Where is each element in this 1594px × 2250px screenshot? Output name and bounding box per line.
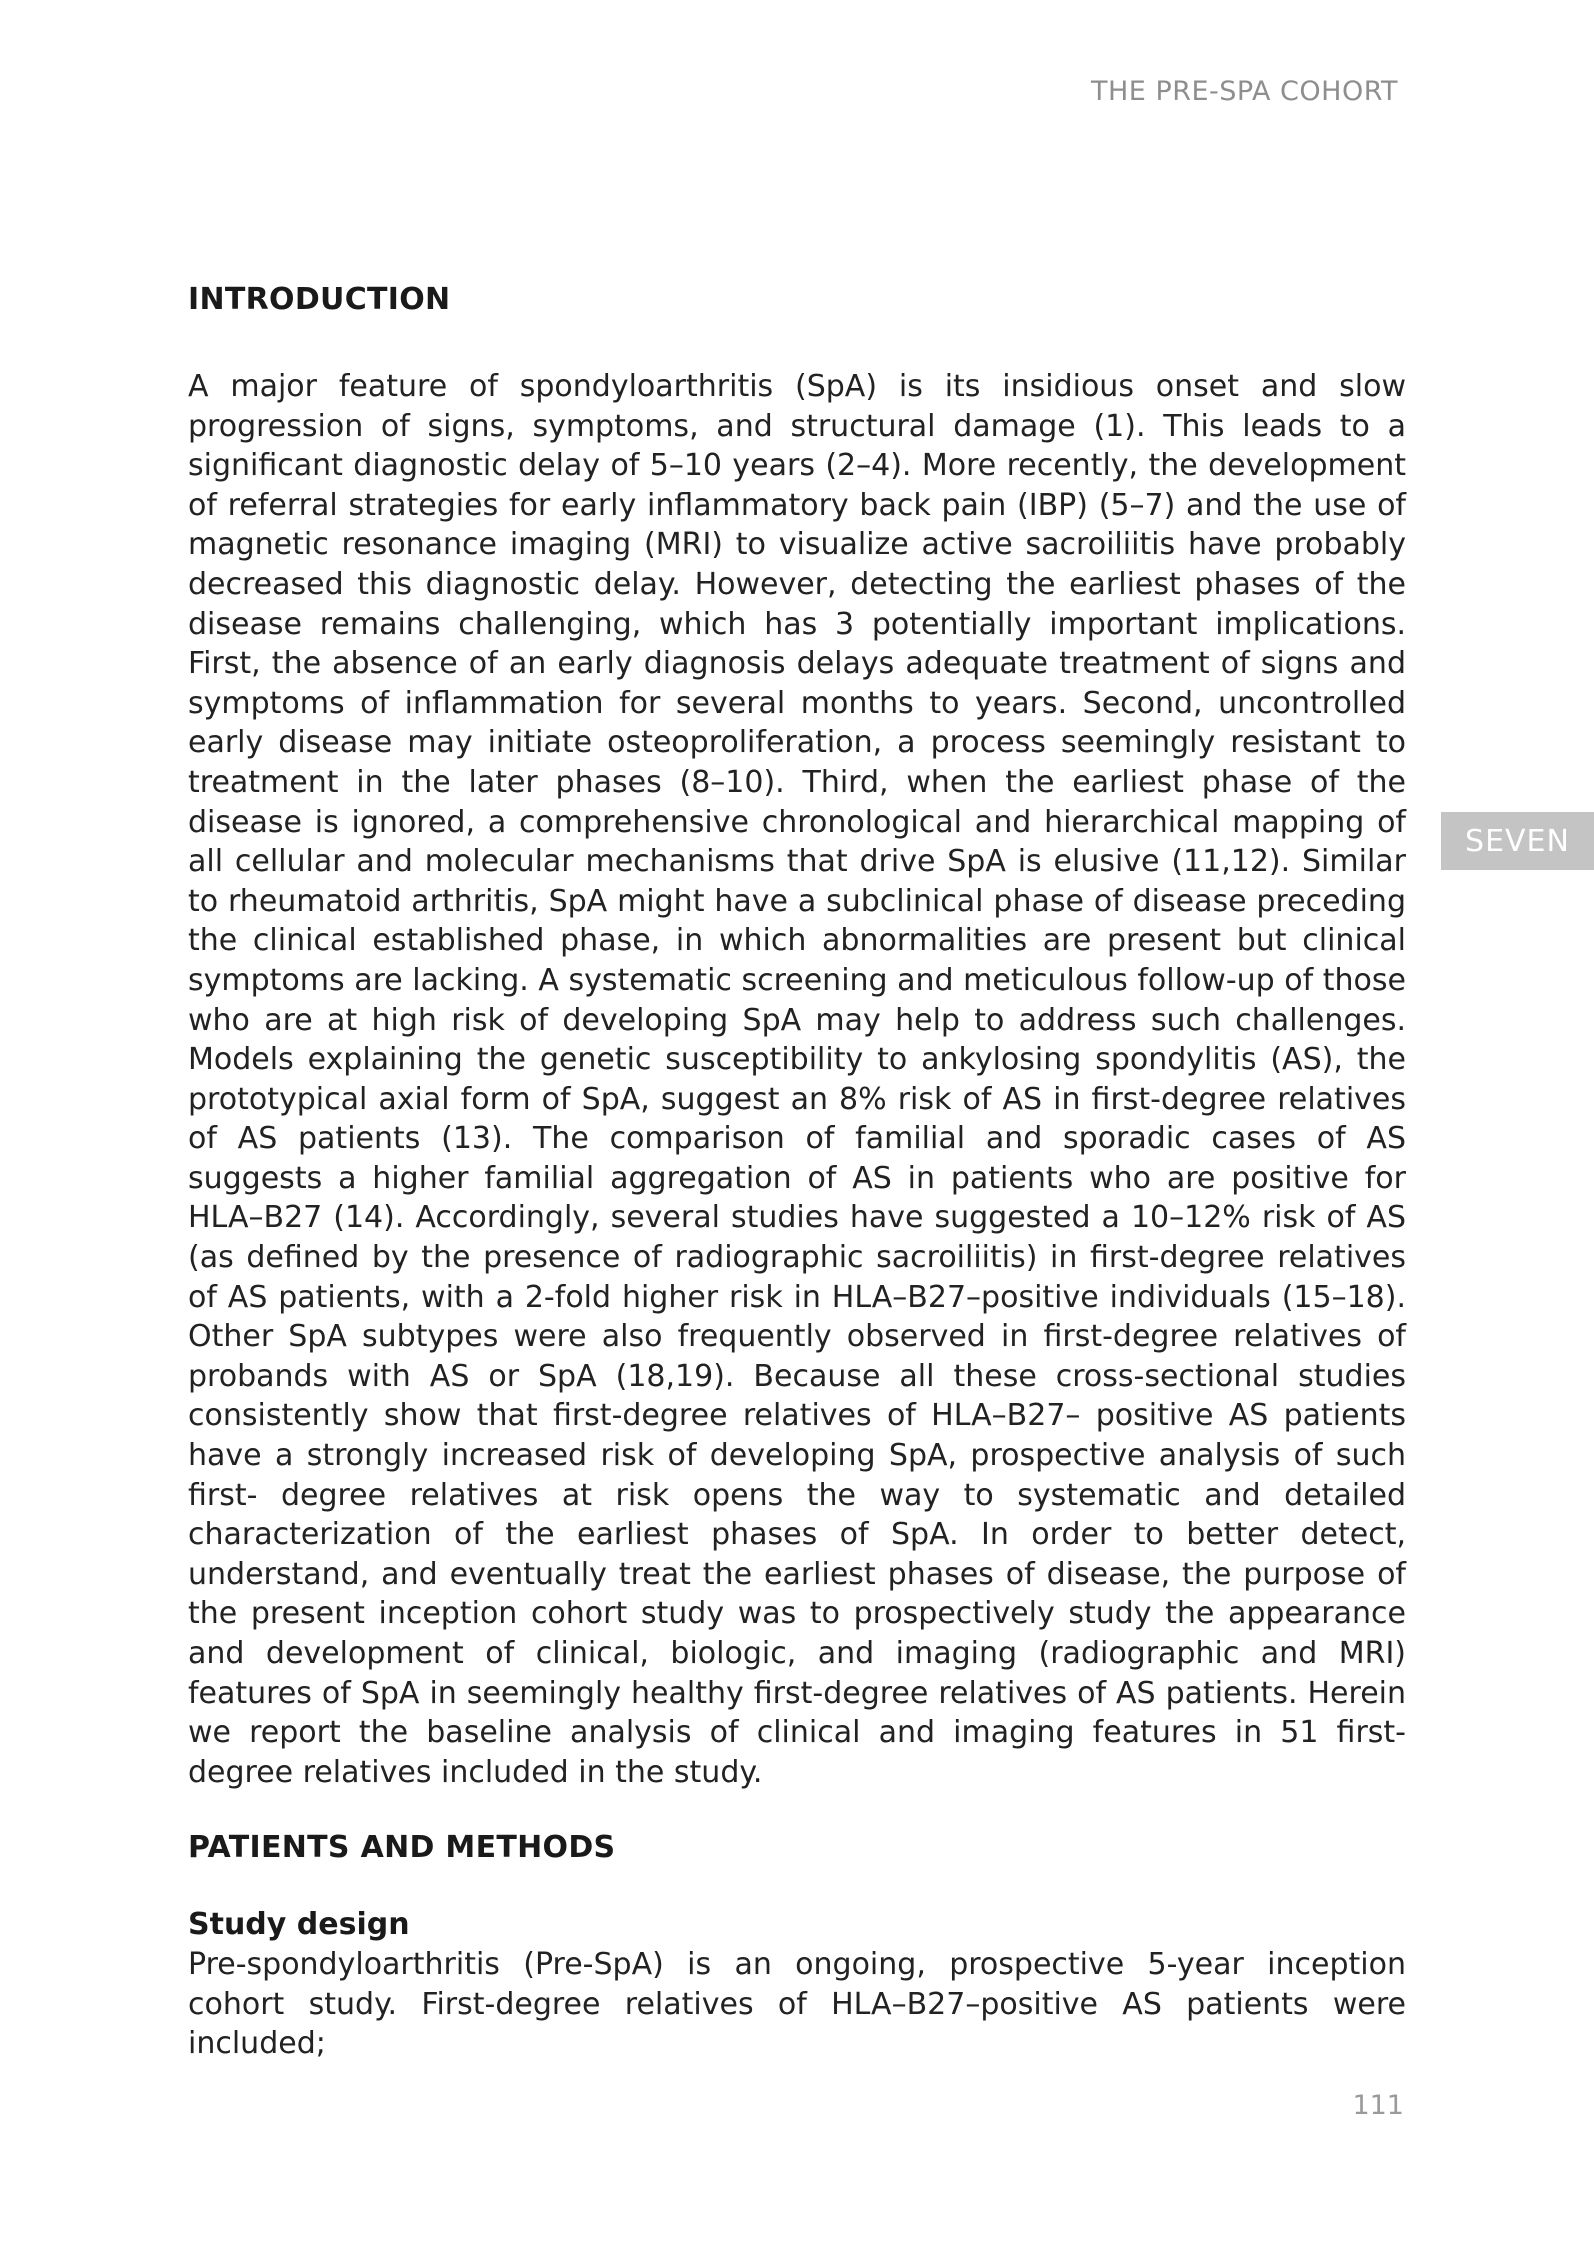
article-body <box>188 282 1406 2064</box>
study-design-paragraph: Pre-spondyloarthritis (Pre-SpA) is an ongoing, prospective 5-year inception cohort study. First-degree relatives of HLA–B27–positive AS patients were included; <box>188 1946 1406 2062</box>
chapter-tab <box>1441 812 1594 870</box>
running-header: THE PRE-SPA COHORT <box>1091 76 1398 107</box>
study-design-subheading: Study design <box>188 1907 410 1943</box>
chapter-tab-label: SEVEN <box>1465 823 1570 859</box>
page-number: 111 <box>1352 2090 1404 2121</box>
introduction-paragraph: A major feature of spondyloarthritis (SpA) is its insidious onset and slow progression of signs, symptoms, and structural damage (1). This leads to a significant diagnostic delay of 5–10 years (2–4). More recently, the development of referral strategies for early inflammatory back pain (IBP) (5–7) and the use of magnetic resonance imaging (MRI) to visualize active sacroiliitis have probably decreased this diagnostic delay. However, detecting the earliest phases of the disease remains challenging, which has 3 potentially important implications. First, the absence of an early diagnosis delays adequate treatment of signs and symptoms of inflammation for several months to years. Second, uncontrolled early disease may initiate osteoproliferation, a process seemingly resistant to treatment in the later phases (8–10). Third, when the earliest phase of the disease is ignored, a comprehensive chronological and hierarchical mapping of all cellular and molecular mechanisms that drive SpA is elusive (11,12). Similar to rheumatoid arthritis, SpA might have a subclinical phase of disease preceding the clinical established phase, in which abnormalities are present but clinical symptoms are lacking. A systematic screening and meticulous follow-up of those who are at high risk of developing SpA may help to address such challenges. Models explaining the genetic susceptibility to ankylosing spondylitis (AS), the prototypical axial form of SpA, suggest an 8% risk of AS in first-degree relatives of AS patients (13). The comparison of familial and sporadic cases of AS suggests a higher familial aggregation of AS in patients who are positive for HLA–B27 (14). Accordingly, several studies have suggested a 10–12% risk of AS (as defined by the presence of radiographic sacroiliitis) in first-degree relatives of AS patients, with a 2-fold higher risk in HLA–B27–positive individuals (15–18). Other SpA subtypes were also frequently observed in first-degree relatives of probands with AS or SpA (18,19). Because all these cross-sectional studies consistently show that first-degree relatives of HLA–B27– positive AS patients have a strongly increased risk of developing SpA, prospective analysis of such first- degree relatives at risk opens the way to systematic and detailed characterization of the earliest phases of SpA. In order to better detect, understand, and eventually treat the earliest phases of disease, the purpose of the present inception cohort study was to prospectively study the appearance and development of clinical, biologic, and imaging (radiographic and MRI) features of SpA in seemingly healthy first-degree relatives of AS patients. Herein we report the baseline analysis of clinical and imaging features in 51 first-degree relatives included in the study. <box>188 369 1406 1790</box>
introduction-heading: INTRODUCTION <box>188 282 451 317</box>
patients-methods-heading: PATIENTS AND METHODS <box>188 1830 616 1866</box>
